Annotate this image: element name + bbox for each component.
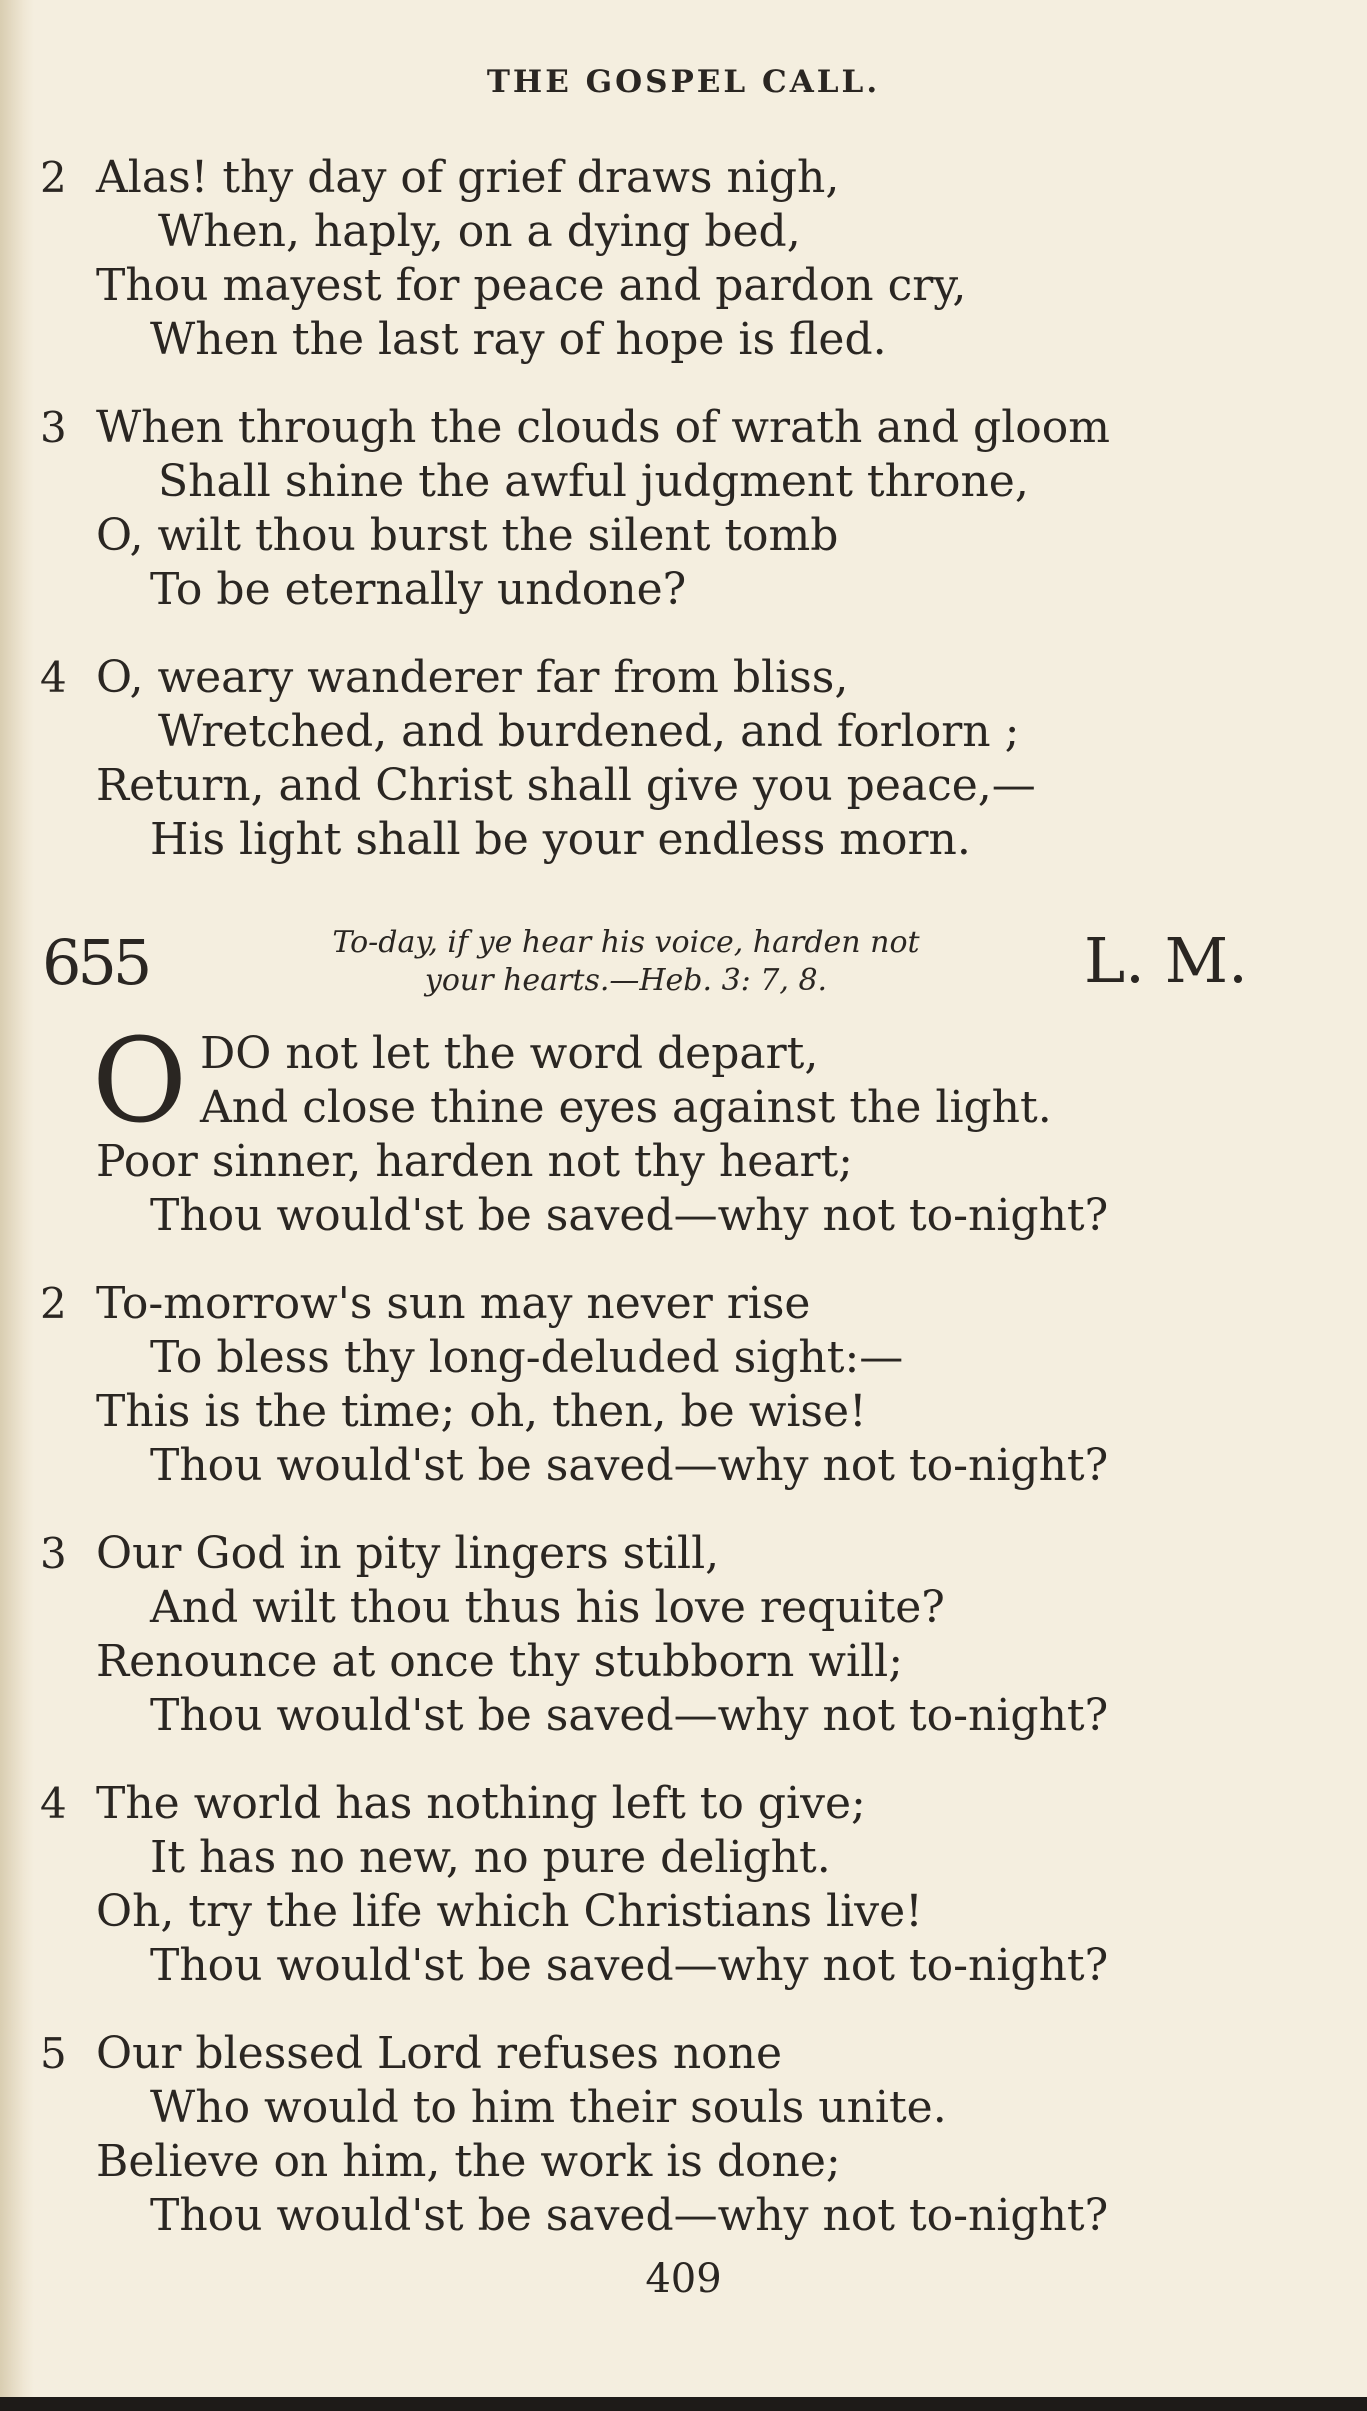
verse-line: Thou would'st be saved—why not to-night? xyxy=(150,1190,1109,1241)
hymn-title: To-day, if ye hear his voice, harden not xyxy=(332,925,920,960)
verse-line: And wilt thou thus his love requite? xyxy=(150,1582,945,1633)
verse-number: 2 xyxy=(40,1279,67,1328)
verse-line: Renounce at once thy stubborn will; xyxy=(96,1636,904,1687)
page-bottom-edge xyxy=(0,2397,1367,2411)
page-binding-edge xyxy=(0,0,34,2411)
verse-line: Believe on him, the work is done; xyxy=(96,2136,841,2187)
verse-line: And close thine eyes against the light. xyxy=(200,1082,1052,1133)
verse-number: 2 xyxy=(40,153,67,202)
verse-line: Who would to him their souls unite. xyxy=(150,2082,947,2133)
verse-line: When through the clouds of wrath and gloom xyxy=(96,402,1110,453)
verse-line: His light shall be your endless morn. xyxy=(150,814,971,865)
verse-line: To bless thy long-deluded sight:— xyxy=(150,1332,904,1383)
verse-line: Our blessed Lord refuses none xyxy=(96,2028,783,2079)
verse-line: O, wilt thou burst the silent tomb xyxy=(96,510,839,561)
verse-line: Thou mayest for peace and pardon cry, xyxy=(96,260,967,311)
verse-number: 4 xyxy=(40,653,67,702)
verse-line: Wretched, and burdened, and forlorn ; xyxy=(158,706,1020,757)
verse-line: Thou would'st be saved—why not to-night? xyxy=(150,1690,1109,1741)
verse-line: Thou would'st be saved—why not to-night? xyxy=(150,1940,1109,1991)
verse-line: To-morrow's sun may never rise xyxy=(96,1278,811,1329)
verse-line: Shall shine the awful judgment throne, xyxy=(158,456,1029,507)
verse-line: Poor sinner, harden not thy heart; xyxy=(96,1136,854,1187)
drop-cap: O xyxy=(92,1014,188,1149)
verse-number: 3 xyxy=(40,403,67,452)
hymn-number: 655 xyxy=(42,926,149,999)
page-number: 409 xyxy=(645,2256,722,2302)
verse-line: Thou would'st be saved—why not to-night? xyxy=(150,2190,1109,2241)
verse-number: 5 xyxy=(40,2029,67,2078)
verse-line: DO not let the word depart, xyxy=(200,1028,819,1079)
verse-number: 4 xyxy=(40,1779,67,1828)
verse-line: To be eternally undone? xyxy=(150,564,687,615)
verse-line: Thou would'st be saved—why not to-night? xyxy=(150,1440,1109,1491)
verse-number: 3 xyxy=(40,1529,67,1578)
verse-line: Return, and Christ shall give you peace,— xyxy=(96,760,1036,811)
verse-line: Oh, try the life which Christians live! xyxy=(96,1886,923,1937)
hymn-scripture: your hearts.—Heb. 3: 7, 8. xyxy=(424,963,828,998)
verse-line: This is the time; oh, then, be wise! xyxy=(96,1386,867,1437)
verse-line: The world has nothing left to give; xyxy=(96,1778,866,1829)
verse-line: It has no new, no pure delight. xyxy=(150,1832,831,1883)
verse-line: Our God in pity lingers still, xyxy=(96,1528,720,1579)
verse-line: O, weary wanderer far from bliss, xyxy=(96,652,849,703)
verse-line: When, haply, on a dying bed, xyxy=(158,206,801,257)
verse-line: Alas! thy day of grief draws nigh, xyxy=(96,152,840,203)
verse-line: When the last ray of hope is fled. xyxy=(150,314,887,365)
hymn-scripture-reference xyxy=(196,924,1056,1000)
hymn-meter: L. M. xyxy=(1084,924,1248,997)
page-header: THE GOSPEL CALL. xyxy=(486,64,881,100)
